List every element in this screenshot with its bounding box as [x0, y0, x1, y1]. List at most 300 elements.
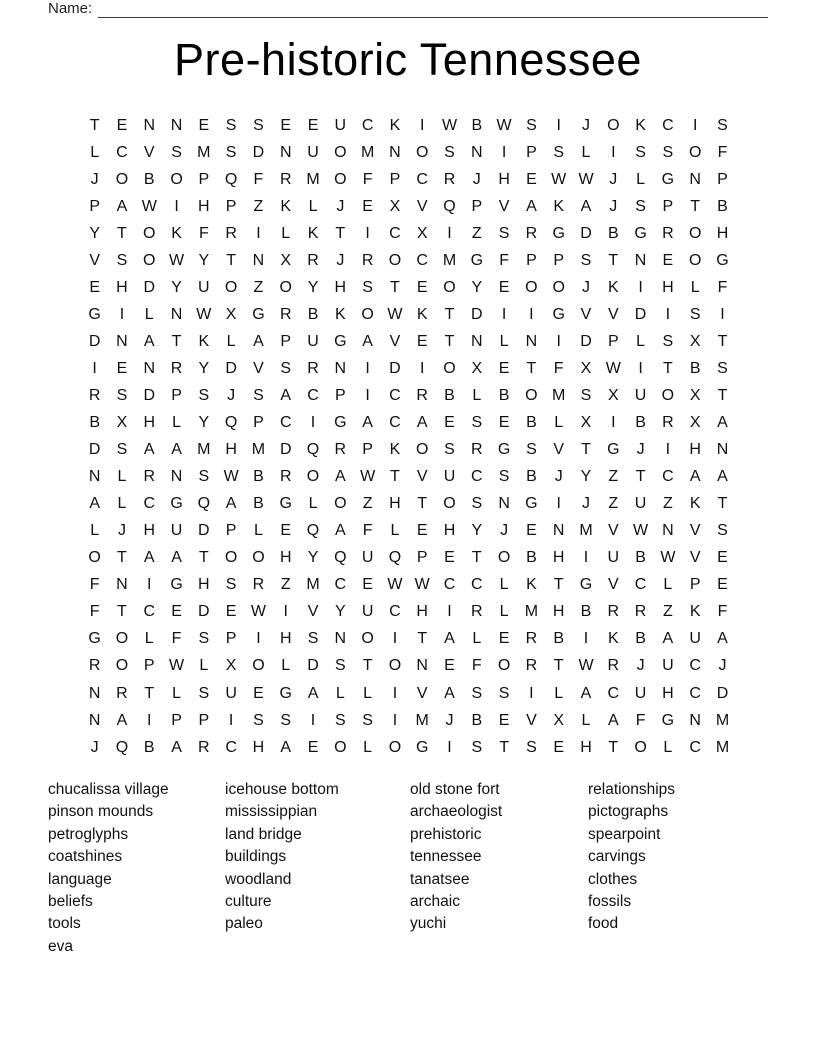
- grid-letter: Z: [362, 495, 373, 513]
- grid-letter: U: [607, 549, 620, 567]
- grid-letter: T: [635, 468, 646, 486]
- grid-letter: I: [447, 224, 452, 242]
- grid-letter: V: [607, 522, 619, 540]
- grid-letter: B: [307, 305, 319, 323]
- grid-letter: T: [89, 116, 100, 134]
- grid-letter: P: [689, 576, 701, 594]
- grid-letter: V: [607, 305, 619, 323]
- word-list-item: tanatsee: [410, 870, 470, 888]
- grid-letter: T: [526, 359, 537, 377]
- grid-letter: T: [717, 386, 728, 404]
- grid-letter: V: [143, 143, 155, 161]
- grid-letter: A: [171, 441, 182, 459]
- grid-letter: C: [143, 495, 156, 513]
- grid-letter: Z: [253, 278, 264, 296]
- word-list-item: coatshines: [48, 848, 123, 866]
- grid-letter: C: [689, 657, 701, 675]
- grid-letter: L: [499, 332, 509, 350]
- grid-letter: A: [662, 630, 674, 648]
- grid-letter: D: [198, 522, 210, 540]
- grid-letter: I: [419, 116, 425, 134]
- grid-letter: F: [198, 224, 209, 242]
- grid-letter: M: [552, 386, 566, 404]
- grid-letter: H: [662, 684, 674, 702]
- grid-letter: M: [251, 441, 266, 459]
- word-list-item: tools: [48, 915, 81, 933]
- grid-letter: Z: [253, 197, 264, 215]
- grid-letter: B: [526, 549, 537, 567]
- grid-letter: C: [662, 468, 674, 486]
- grid-letter: B: [471, 711, 483, 729]
- grid-letter: M: [715, 711, 730, 729]
- grid-letter: T: [144, 684, 155, 702]
- grid-letter: L: [90, 143, 100, 161]
- grid-letter: L: [199, 657, 209, 675]
- grid-letter: F: [362, 522, 373, 540]
- grid-letter: A: [280, 386, 292, 404]
- grid-letter: E: [362, 197, 373, 215]
- grid-letter: E: [280, 522, 292, 540]
- grid-letter: Z: [608, 495, 619, 513]
- grid-letter: A: [225, 495, 237, 513]
- word-list-item: woodland: [225, 870, 292, 888]
- grid-letter: R: [252, 576, 265, 594]
- grid-letter: A: [580, 684, 592, 702]
- grid-letter: A: [607, 711, 619, 729]
- grid-letter: I: [392, 684, 398, 702]
- grid-letter: D: [88, 441, 101, 459]
- grid-letter: K: [389, 441, 401, 459]
- grid-letter: D: [225, 359, 237, 377]
- grid-letter: C: [389, 224, 401, 242]
- grid-letter: D: [471, 305, 483, 323]
- grid-letter: S: [526, 738, 537, 756]
- grid-letter: T: [444, 305, 455, 323]
- grid-letter: T: [499, 738, 509, 756]
- grid-letter: O: [170, 170, 183, 188]
- grid-letter: Z: [662, 495, 673, 513]
- grid-letter: A: [116, 711, 128, 729]
- grid-letter: N: [252, 251, 265, 269]
- grid-letter: F: [89, 576, 100, 594]
- grid-letter: I: [283, 603, 288, 621]
- grid-letter: X: [389, 197, 401, 215]
- grid-letter: R: [198, 738, 210, 756]
- grid-letter: A: [334, 522, 346, 540]
- grid-letter: T: [717, 332, 728, 350]
- grid-letter: R: [279, 170, 292, 188]
- grid-letter: P: [416, 549, 428, 567]
- grid-letter: I: [174, 197, 179, 215]
- grid-letter: Y: [307, 549, 319, 567]
- grid-letter: H: [552, 549, 565, 567]
- grid-letter: K: [607, 630, 619, 648]
- grid-letter: S: [198, 468, 210, 486]
- grid-letter: C: [389, 386, 401, 404]
- grid-letter: T: [444, 332, 455, 350]
- grid-letter: I: [310, 414, 316, 432]
- word-list-column: [588, 779, 675, 936]
- grid-letter: M: [197, 143, 211, 161]
- grid-letter: Z: [280, 576, 291, 594]
- grid-letter: Z: [471, 224, 482, 242]
- grid-letter: T: [471, 549, 482, 567]
- grid-letter: L: [335, 684, 345, 702]
- grid-letter: U: [361, 549, 374, 567]
- grid-letter: L: [663, 738, 673, 756]
- grid-letter: O: [388, 251, 402, 269]
- word-list-item: mississippian: [225, 803, 318, 821]
- grid-letter: A: [416, 414, 428, 432]
- grid-letter: F: [362, 170, 373, 188]
- grid-letter: P: [280, 332, 292, 350]
- grid-letter: E: [89, 278, 100, 296]
- grid-letter: S: [471, 738, 483, 756]
- grid-letter: K: [307, 224, 319, 242]
- grid-letter: B: [143, 170, 155, 188]
- grid-letter: A: [362, 414, 373, 432]
- grid-letter: H: [143, 522, 156, 540]
- grid-letter: T: [390, 468, 400, 486]
- word-list-column: [48, 779, 169, 958]
- word-list-item: carvings: [588, 848, 646, 866]
- grid-letter: N: [689, 170, 701, 188]
- grid-letter: E: [526, 522, 537, 540]
- word-list-item: fossils: [588, 893, 632, 911]
- grid-letter: F: [635, 711, 646, 729]
- grid-letter: F: [171, 630, 182, 648]
- grid-letter: I: [310, 711, 316, 729]
- grid-letter: S: [580, 386, 592, 404]
- grid-letter: G: [552, 224, 565, 242]
- grid-letter: S: [225, 143, 237, 161]
- grid-letter: A: [717, 468, 728, 486]
- grid-letter: E: [116, 116, 128, 134]
- grid-letter: O: [443, 495, 456, 513]
- grid-letter: T: [417, 495, 428, 513]
- grid-letter: S: [471, 414, 483, 432]
- grid-letter: I: [256, 630, 261, 648]
- grid-letter: Q: [224, 170, 238, 188]
- grid-letter: E: [498, 359, 510, 377]
- grid-letter: G: [579, 576, 593, 594]
- grid-letter: M: [579, 522, 593, 540]
- grid-letter: C: [443, 576, 456, 594]
- grid-letter: O: [334, 738, 347, 756]
- grid-letter: B: [635, 549, 646, 567]
- grid-letter: M: [360, 143, 375, 161]
- grid-letter: D: [198, 603, 210, 621]
- grid-letter: S: [635, 197, 646, 215]
- grid-letter: S: [307, 630, 319, 648]
- grid-letter: Y: [471, 278, 483, 296]
- grid-letter: I: [692, 116, 698, 134]
- grid-letter: V: [689, 549, 701, 567]
- grid-letter: N: [498, 495, 510, 513]
- grid-letter: L: [363, 738, 373, 756]
- grid-letter: B: [580, 603, 592, 621]
- grid-letter: S: [198, 630, 210, 648]
- grid-letter: S: [444, 143, 455, 161]
- grid-letter: O: [388, 738, 402, 756]
- grid-letter: T: [717, 495, 728, 513]
- grid-letter: I: [583, 549, 589, 567]
- grid-letter: K: [553, 197, 565, 215]
- grid-letter: V: [253, 359, 264, 377]
- grid-letter: B: [635, 414, 646, 432]
- word-list-item: clothes: [588, 870, 638, 888]
- word-list-item: paleo: [225, 915, 263, 933]
- grid-letter: X: [689, 332, 701, 350]
- grid-letter: J: [445, 711, 454, 729]
- grid-letter: C: [116, 143, 128, 161]
- grid-letter: S: [498, 684, 510, 702]
- grid-letter: O: [607, 116, 620, 134]
- grid-letter: Y: [334, 603, 346, 621]
- grid-letter: L: [472, 630, 482, 648]
- grid-letter: O: [252, 657, 265, 675]
- grid-letter: R: [662, 224, 674, 242]
- grid-letter: H: [143, 414, 156, 432]
- name-row: [48, 0, 768, 18]
- grid-letter: J: [90, 170, 99, 188]
- grid-letter: W: [250, 603, 266, 621]
- grid-letter: O: [115, 170, 129, 188]
- grid-letter: A: [143, 441, 155, 459]
- grid-letter: L: [554, 414, 564, 432]
- grid-letter: S: [471, 684, 483, 702]
- grid-letter: N: [416, 657, 428, 675]
- grid-letter: W: [387, 576, 403, 594]
- grid-letter: P: [171, 386, 182, 404]
- grid-letter: R: [416, 386, 428, 404]
- grid-letter: B: [553, 630, 565, 648]
- grid-letter: H: [689, 441, 701, 459]
- grid-letter: H: [416, 603, 428, 621]
- grid-letter: E: [307, 738, 319, 756]
- grid-letter: A: [171, 738, 182, 756]
- grid-letter: S: [225, 116, 237, 134]
- grid-letter: N: [389, 143, 401, 161]
- grid-letter: K: [689, 603, 701, 621]
- grid-letter: R: [334, 441, 347, 459]
- word-list-item: archaic: [410, 893, 460, 911]
- grid-letter: U: [662, 657, 674, 675]
- grid-letter: U: [334, 116, 347, 134]
- grid-letter: U: [170, 522, 183, 540]
- grid-letter: N: [170, 305, 183, 323]
- grid-letter: Q: [115, 738, 129, 756]
- grid-letter: A: [580, 197, 592, 215]
- grid-letter: H: [279, 549, 292, 567]
- grid-letter: Q: [388, 549, 402, 567]
- grid-letter: D: [716, 684, 729, 702]
- grid-letter: B: [89, 414, 100, 432]
- grid-letter: R: [471, 441, 483, 459]
- grid-letter: R: [88, 386, 101, 404]
- grid-letter: T: [362, 657, 373, 675]
- word-list-item: beliefs: [48, 893, 93, 911]
- grid-letter: Q: [224, 414, 238, 432]
- grid-letter: B: [498, 386, 510, 404]
- grid-letter: R: [607, 603, 620, 621]
- grid-letter: D: [143, 278, 156, 296]
- grid-letter: L: [390, 522, 400, 540]
- grid-letter: I: [720, 305, 725, 323]
- grid-letter: K: [280, 197, 292, 215]
- grid-letter: S: [253, 386, 264, 404]
- grid-letter: K: [526, 576, 537, 594]
- grid-letter: C: [307, 386, 319, 404]
- grid-letter: G: [661, 170, 675, 188]
- grid-letter: U: [689, 630, 701, 648]
- grid-letter: V: [89, 251, 100, 269]
- grid-letter: X: [689, 414, 701, 432]
- grid-letter: N: [143, 116, 156, 134]
- grid-letter: S: [362, 711, 373, 729]
- grid-letter: U: [307, 143, 319, 161]
- grid-letter: Y: [171, 278, 182, 296]
- grid-letter: C: [416, 170, 428, 188]
- grid-letter: I: [365, 386, 370, 404]
- grid-letter: O: [497, 657, 511, 675]
- grid-letter: B: [635, 630, 646, 648]
- grid-letter: O: [143, 224, 156, 242]
- grid-letter: R: [225, 224, 237, 242]
- grid-letter: L: [90, 522, 100, 540]
- grid-letter: S: [689, 305, 701, 323]
- grid-letter: I: [611, 414, 616, 432]
- grid-letter: H: [198, 576, 210, 594]
- grid-letter: X: [689, 386, 701, 404]
- grid-letter: P: [89, 197, 100, 215]
- letter-grid: [81, 112, 736, 761]
- grid-letter: A: [717, 630, 728, 648]
- grid-letter: S: [253, 711, 264, 729]
- grid-letter: J: [90, 738, 99, 756]
- grid-letter: I: [392, 630, 398, 648]
- grid-letter: S: [362, 278, 373, 296]
- grid-letter: V: [416, 197, 428, 215]
- grid-letter: I: [256, 224, 261, 242]
- grid-letter: H: [662, 278, 674, 296]
- grid-letter: L: [117, 468, 127, 486]
- grid-letter: X: [225, 305, 237, 323]
- grid-letter: L: [308, 197, 318, 215]
- grid-letter: E: [171, 603, 182, 621]
- grid-letter: K: [334, 305, 346, 323]
- grid-letter: R: [307, 359, 319, 377]
- grid-letter: E: [526, 170, 537, 188]
- grid-letter: F: [553, 359, 564, 377]
- grid-letter: P: [171, 711, 182, 729]
- grid-letter: Y: [198, 414, 210, 432]
- page-title: Pre-historic Tennessee: [174, 34, 642, 85]
- grid-letter: S: [498, 468, 510, 486]
- grid-letter: D: [389, 359, 401, 377]
- grid-letter: N: [634, 251, 647, 269]
- grid-letter: X: [280, 251, 292, 269]
- grid-letter: I: [556, 495, 561, 513]
- grid-letter: O: [115, 630, 129, 648]
- grid-letter: O: [688, 224, 702, 242]
- grid-letter: C: [416, 251, 428, 269]
- grid-letter: N: [116, 332, 128, 350]
- grid-letter: R: [525, 630, 538, 648]
- grid-letter: P: [198, 170, 210, 188]
- grid-letter: W: [387, 305, 403, 323]
- grid-letter: P: [389, 170, 401, 188]
- grid-letter: F: [717, 278, 728, 296]
- grid-letter: O: [334, 170, 347, 188]
- grid-letter: X: [416, 224, 428, 242]
- grid-letter: J: [117, 522, 126, 540]
- grid-letter: S: [471, 495, 483, 513]
- grid-letter: R: [634, 603, 647, 621]
- grid-letter: X: [471, 359, 483, 377]
- grid-letter: T: [662, 359, 673, 377]
- grid-letter: P: [334, 386, 346, 404]
- grid-letter: S: [334, 711, 346, 729]
- grid-letter: O: [306, 468, 320, 486]
- grid-letter: C: [634, 576, 647, 594]
- grid-letter: G: [334, 414, 347, 432]
- grid-letter: K: [635, 116, 646, 134]
- grid-letter: U: [443, 468, 456, 486]
- grid-letter: G: [170, 495, 183, 513]
- grid-letter: O: [115, 657, 129, 675]
- grid-letter: I: [365, 224, 370, 242]
- grid-letter: Q: [197, 495, 211, 513]
- grid-letter: O: [443, 278, 456, 296]
- grid-letter: B: [689, 359, 701, 377]
- grid-letter: L: [144, 630, 154, 648]
- grid-letter: N: [170, 116, 183, 134]
- grid-letter: O: [634, 738, 647, 756]
- grid-letter: Q: [443, 197, 456, 215]
- grid-letter: W: [168, 657, 185, 675]
- grid-letter: J: [636, 441, 645, 459]
- grid-letter: I: [392, 711, 398, 729]
- grid-letter: P: [143, 657, 155, 675]
- grid-letter: O: [415, 441, 429, 459]
- grid-letter: S: [116, 441, 128, 459]
- grid-letter: C: [334, 576, 347, 594]
- grid-letter: E: [416, 522, 428, 540]
- grid-letter: G: [88, 305, 101, 323]
- grid-letter: A: [717, 414, 728, 432]
- grid-letter: M: [415, 711, 429, 729]
- grid-letter: W: [360, 468, 376, 486]
- grid-letter: S: [198, 386, 210, 404]
- grid-letter: A: [280, 738, 292, 756]
- grid-letter: N: [88, 468, 101, 486]
- grid-letter: L: [172, 684, 181, 702]
- grid-letter: O: [497, 549, 511, 567]
- grid-letter: H: [198, 197, 210, 215]
- grid-letter: P: [662, 197, 674, 215]
- grid-letter: I: [228, 711, 234, 729]
- grid-letter: N: [662, 522, 674, 540]
- grid-letter: X: [580, 359, 592, 377]
- grid-letter: V: [607, 576, 619, 594]
- grid-letter: E: [253, 684, 264, 702]
- grid-letter: T: [553, 576, 564, 594]
- grid-letter: D: [307, 657, 319, 675]
- grid-letter: I: [147, 711, 152, 729]
- grid-letter: W: [551, 170, 567, 188]
- grid-letter: O: [334, 495, 347, 513]
